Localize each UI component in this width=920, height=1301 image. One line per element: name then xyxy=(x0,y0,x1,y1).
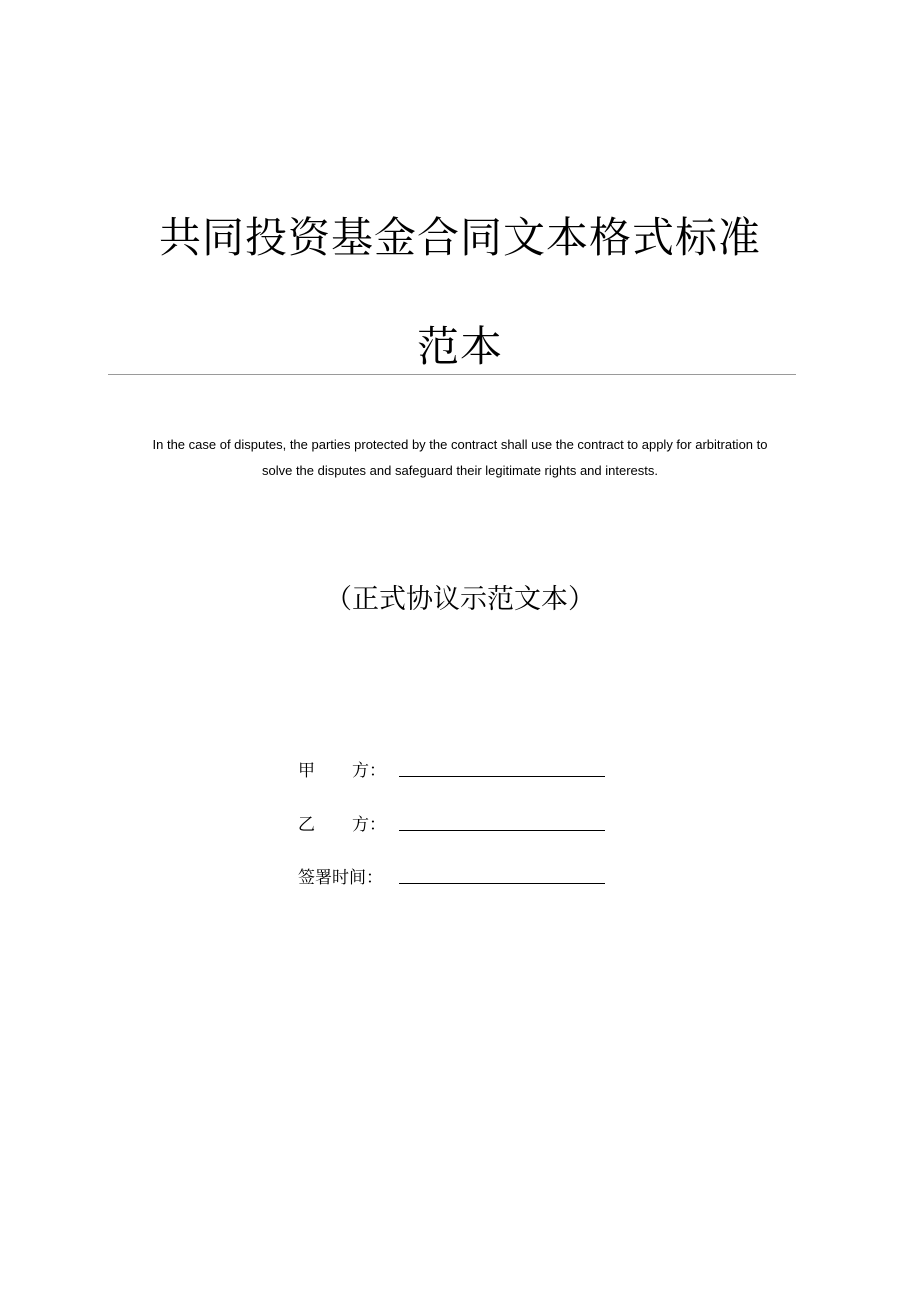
party-b-label: 乙 xyxy=(298,815,315,835)
signing-time-blank-line xyxy=(399,883,605,884)
party-b-blank-line xyxy=(399,830,605,831)
formal-agreement-label: （正式协议示范文本） xyxy=(325,584,595,615)
party-b-label-suffix: 方： xyxy=(352,815,386,835)
document-title-line-2: 范本 xyxy=(416,322,503,371)
document-title-line-1: 共同投资基金合同文本格式标准 xyxy=(158,213,761,262)
title-divider xyxy=(108,374,796,375)
signing-time-label: 签署时间： xyxy=(298,868,383,888)
party-a-label-suffix: 方： xyxy=(352,761,386,781)
party-a-blank-line xyxy=(399,776,605,777)
subtitle-line-2: solve the disputes and safeguard their legitimate rights and interests. xyxy=(261,463,658,478)
party-a-label: 甲 xyxy=(298,761,315,781)
subtitle-line-1: In the case of disputes, the parties protected by the contract shall use the contract to apply for arbitration to xyxy=(152,437,768,452)
